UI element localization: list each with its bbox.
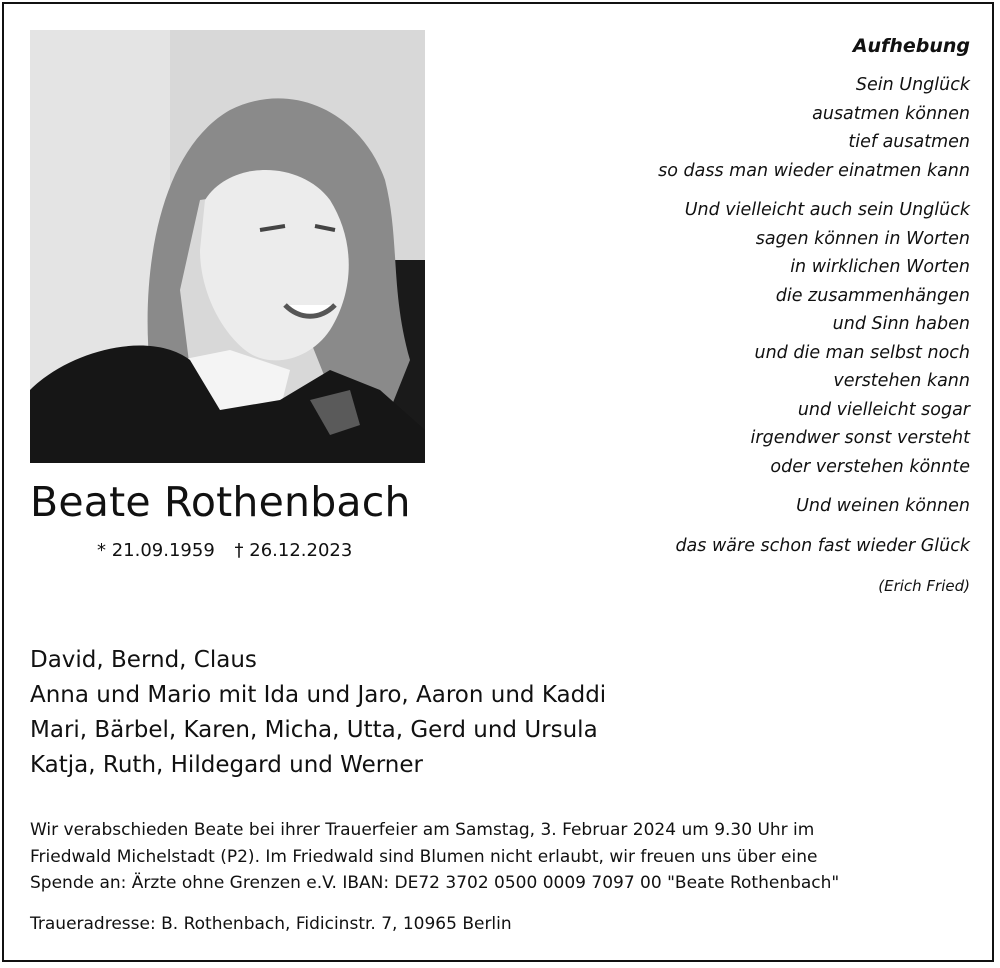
poem-line: die zusammenhängen bbox=[775, 285, 970, 306]
mourners-list bbox=[30, 643, 606, 783]
mourners-line: Anna und Mario mit Ida und Jaro, Aaron und Kaddi bbox=[30, 682, 607, 708]
life-dates bbox=[97, 540, 366, 561]
ceremony-info bbox=[30, 817, 970, 897]
poem-title: Aufhebung bbox=[852, 35, 970, 57]
ceremony-line: Friedwald Michelstadt (P2). Im Friedwald sind Blumen nicht erlaubt, wir freuen uns über eine bbox=[30, 846, 818, 867]
mourners-line: Mari, Bärbel, Karen, Micha, Utta, Gerd und Ursula bbox=[30, 717, 598, 743]
poem-line: Und vielleicht auch sein Unglück bbox=[684, 200, 970, 220]
poem-line: sagen können in Worten bbox=[755, 228, 970, 249]
poem-line: das wäre schon fast wieder Glück bbox=[675, 535, 970, 556]
portrait-image bbox=[30, 30, 425, 463]
poem-line: oder verstehen könnte bbox=[770, 456, 970, 477]
poem-line: Und weinen können bbox=[796, 496, 970, 516]
poem-line: irgendwer sonst versteht bbox=[750, 428, 970, 448]
mourning-address: Traueradresse: B. Rothenbach, Fidicinstr. 7, 10965 Berlin bbox=[30, 914, 512, 934]
poem-line: in wirklichen Worten bbox=[790, 257, 970, 277]
ceremony-line: Spende an: Ärzte ohne Grenzen e.V. IBAN: DE72 3702 0500 0009 7097 00 "Beate Rothenbach" bbox=[30, 873, 840, 893]
poem-line: ausatmen können bbox=[812, 103, 970, 124]
poem-line: und Sinn haben bbox=[832, 314, 970, 334]
poem-line: und die man selbst noch bbox=[754, 342, 970, 363]
poem-line: so dass man wieder einatmen kann bbox=[658, 160, 970, 181]
poem-line: verstehen kann bbox=[833, 371, 970, 391]
portrait-photo bbox=[30, 30, 425, 463]
poem-line: Sein Unglück bbox=[855, 75, 970, 95]
stanza-gap bbox=[550, 185, 970, 196]
mourners-line: David, Bernd, Claus bbox=[30, 647, 257, 673]
death-date: † 26.12.2023 bbox=[234, 540, 353, 561]
poem-line: tief ausatmen bbox=[848, 132, 970, 152]
ceremony-line: Wir verabschieden Beate bei ihrer Trauerfeier am Samstag, 3. Februar 2024 um 9.30 Uhr im bbox=[30, 820, 815, 840]
poem bbox=[550, 35, 970, 596]
poem-author: (Erich Fried) bbox=[878, 577, 970, 595]
poem-line: und vielleicht sogar bbox=[797, 399, 970, 420]
mourners-line: Katja, Ruth, Hildegard und Werner bbox=[30, 752, 423, 778]
deceased-name: Beate Rothenbach bbox=[30, 478, 411, 526]
stanza-gap bbox=[550, 481, 970, 492]
birth-date: * 21.09.1959 bbox=[97, 540, 215, 561]
stanza-gap bbox=[550, 521, 970, 532]
